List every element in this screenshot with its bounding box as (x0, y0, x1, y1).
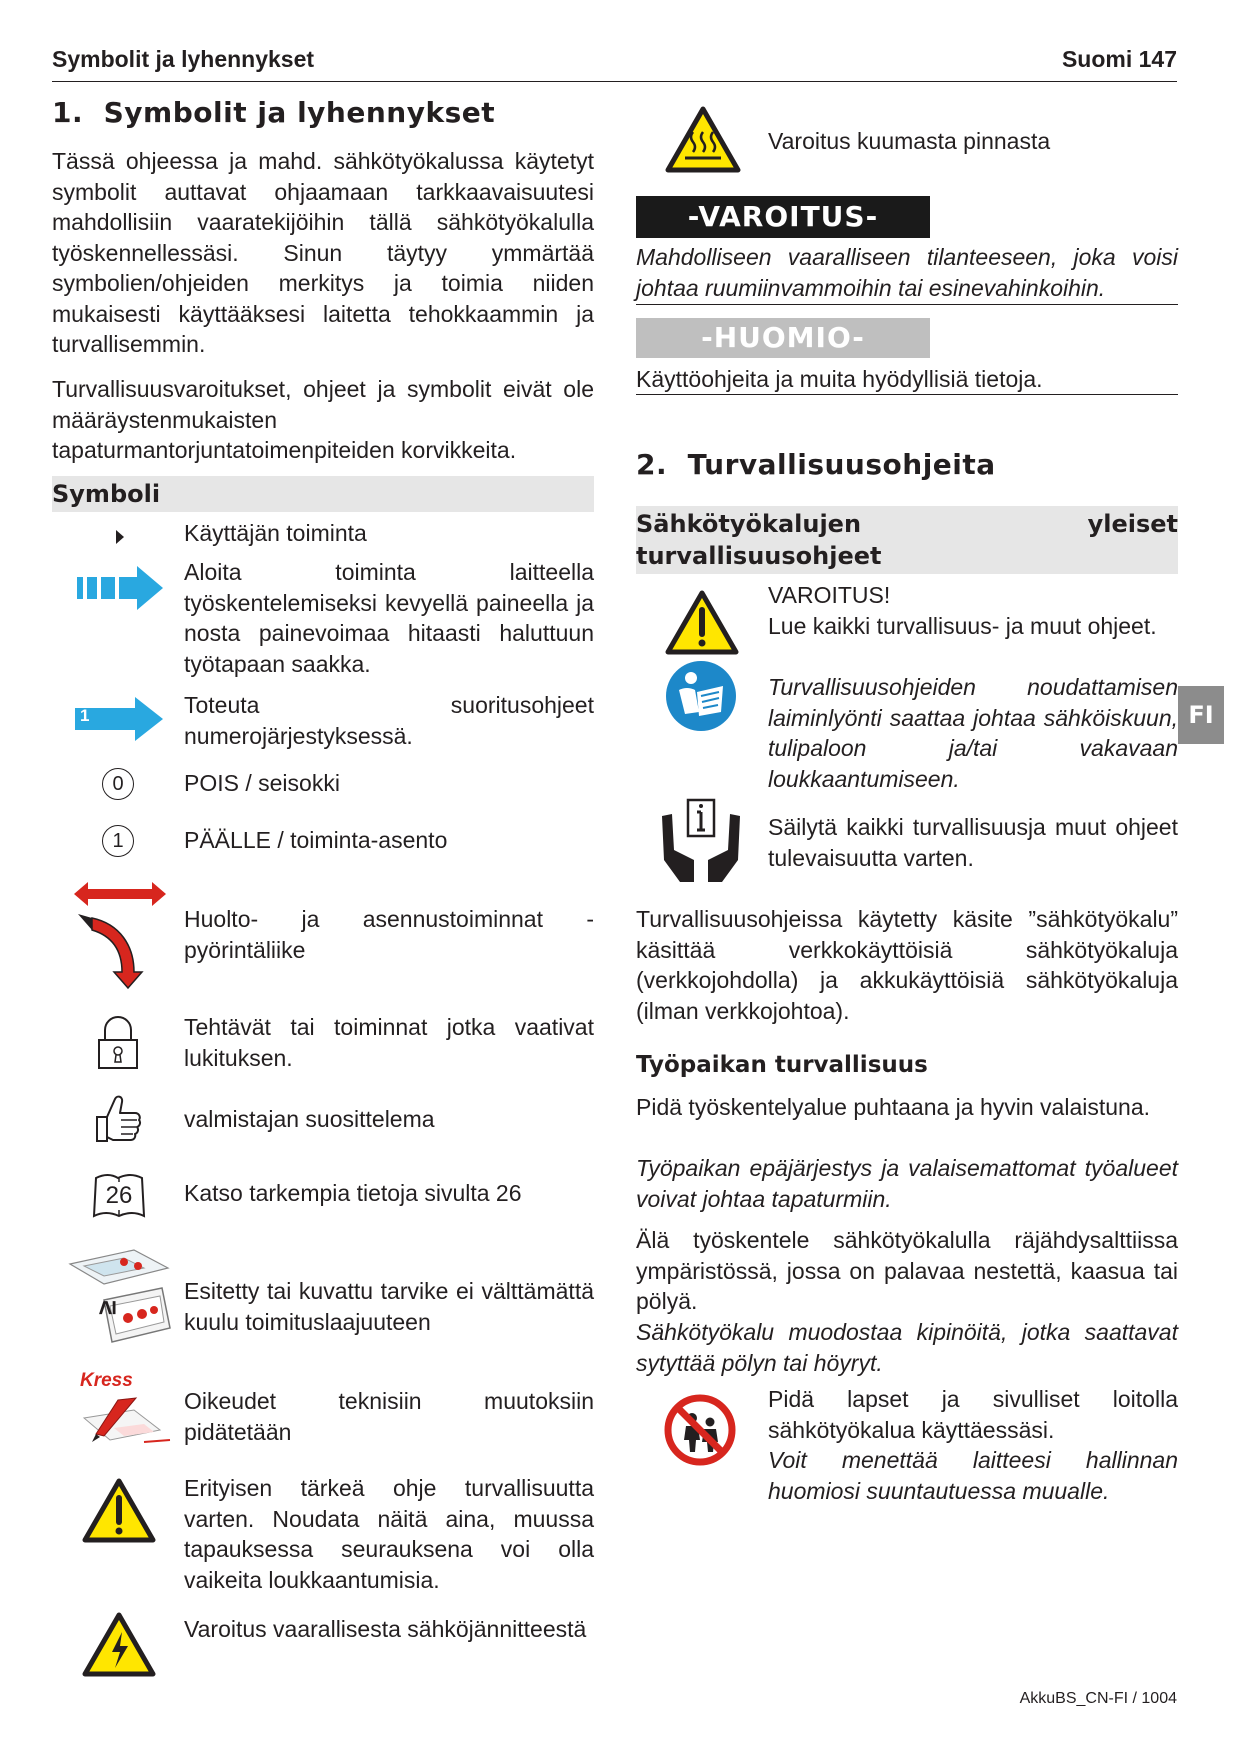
book-page-icon (90, 1170, 148, 1222)
general-safety-heading: Sähkötyökalujen yleiset turvallisuusohjeet (636, 510, 1178, 570)
section1-number: 1. (52, 96, 84, 129)
workplace-rule-2: Älä työskentele sähkötyökalulla räjähdysalttiissa ympäristössä, jossa on palavaa nestettä, kaasua tai pölyä. (636, 1227, 1178, 1314)
symbols-heading: Symboli (52, 480, 161, 508)
section2-number: 2. (636, 448, 668, 481)
general-safety-bar (636, 506, 1178, 574)
kress-logo-pen-icon (74, 1370, 174, 1454)
on-circle-label: 1 (112, 829, 124, 852)
note-signal-text: Käyttöohjeita ja muita hyödyllisiä tietoja. (636, 366, 1043, 392)
workplace-rule-3-explanation: Voit menettää laitteesi hallinnan huomiosi suuntautuessa muualle. (768, 1447, 1178, 1504)
keep-instructions-text: Säilytä kaikki turvallisuusja muut ohjeet tulevaisuutta varten. (768, 814, 1178, 871)
section2-title: Turvallisuusohjeita (687, 448, 996, 481)
kress-logo-text: Kress (80, 1370, 133, 1391)
section1-title: Symbolit ja lyhennykset (103, 96, 496, 129)
symbol-text-numbered-steps: Toteuta suoritusohjeet numerojärjestyksessä. (184, 692, 594, 749)
page-footer: AkkuBS_CN-FI / 1004 (1019, 1690, 1177, 1707)
warning-divider (636, 304, 1178, 305)
warning-signal-label: -VAROITUS- (636, 196, 930, 238)
thumbs-up-icon (92, 1092, 144, 1148)
symbol-text-on: PÄÄLLE / toiminta-asento (184, 827, 448, 853)
section1-heading (52, 96, 495, 129)
workplace-rule-1-explanation: Työpaikan epäjärjestys ja valaisemattomat työalueet voivat johtaa tapaturmiin. (636, 1155, 1178, 1212)
symbol-text-rotation: Huolto- ja asennustoiminnat - pyörintäliike (184, 906, 594, 963)
hot-surface-text: Varoitus kuumasta pinnasta (768, 128, 1051, 154)
keep-instructions-icon (660, 798, 742, 884)
warn-title: VAROITUS! (768, 582, 891, 608)
read-manual-icon (665, 660, 737, 732)
section1-intro: Tässä ohjeessa ja mahd. sähkötyökalussa käytetyt symbolit auttavat ohjaamaan tarkkaavaisuutesi mahdollisiin vaaratekijöihin tällä sähkötyökalulla työskennellessäsi. Sinun täytyy ymmärtää symbolien/ohjeiden merkitys ja toimia niiden mukaisesti käyttääksesi laitetta tehokkaammin ja turvallisemmin. (52, 148, 594, 357)
accessory-case-icon (64, 1242, 176, 1352)
triangle-bullet-icon (100, 522, 140, 552)
power-tool-definition: Turvallisuusohjeissa käytetty käsite ”sähkötyökalu” käsittää verkkokäyttöisiä sähkötyökaluja (verkkojohdolla) ja akkukäyttöisiä sähkötyökaluja (ilman verkkojohtoa). (636, 906, 1178, 1024)
note-divider (636, 394, 1178, 395)
workplace-rule-3: Pidä lapset ja sivulliset loitolla sähkötyökalua käyttäessäsi. (768, 1386, 1178, 1443)
symbol-text-off: POIS / seisokki (184, 770, 340, 796)
workplace-rule-2-explanation: Sähkötyökalu muodostaa kipinöitä, jotka saattavat sytyttää pölyn tai höyryt. (636, 1319, 1178, 1376)
warn-text: Lue kaikki turvallisuus- ja muut ohjeet. (768, 613, 1157, 639)
symbol-text-locking: Tehtävät tai toiminnat jotka vaativat lukituksen. (184, 1014, 594, 1071)
language-tab: FI (1178, 686, 1224, 744)
numbered-arrow-label: 1 (80, 706, 90, 725)
hot-surface-icon (665, 106, 741, 174)
symbol-text-important: Erityisen tärkeä ohje turvallisuutta varten. Noudata näitä aina, muussa tapauksessa seurauksena voi olla vaikeita loukkaantumisia. (184, 1475, 594, 1593)
symbol-text-recommended: valmistajan suosittelema (184, 1106, 435, 1132)
symbol-text-see-page: Katso tarkempia tietoja sivulta 26 (184, 1180, 522, 1206)
workplace-safety-heading: Työpaikan turvallisuus (636, 1052, 928, 1078)
section1-disclaimer: Turvallisuusvaroitukset, ohjeet ja symbolit eivät ole määräystenmukaisten tapaturmantorjuntatoimenpiteiden korvikkeita. (52, 376, 594, 463)
symbol-text-voltage: Varoitus vaarallisesta sähköjännitteestä (184, 1616, 587, 1642)
rotation-arrows-icon (72, 880, 168, 990)
symbol-text-accessory: Esitetty tai kuvattu tarvike ei välttämättä kuulu toimituslaajuuteen (184, 1278, 594, 1335)
note-signal-label: -HUOMIO- (636, 318, 930, 358)
book-page-number: 26 (105, 1182, 133, 1209)
header-section-title: Symbolit ja lyhennykset (52, 46, 315, 72)
section2-heading (636, 448, 996, 481)
workplace-rule-1: Pidä työskentelyalue puhtaana ja hyvin valaistuna. (636, 1094, 1151, 1120)
warning-signal-text: Mahdolliseen vaaralliseen tilanteeseen, joka voisi johtaa ruumiinvammoihin tai esinevahinkoihin. (636, 244, 1178, 301)
symbol-text-user-action: Käyttäjän toiminta (184, 520, 367, 546)
symbols-heading-bar (52, 476, 594, 512)
padlock-icon (96, 1012, 140, 1072)
on-circle-icon (102, 825, 134, 857)
symbol-text-gentle-start: Aloita toiminta laitteella työskentelemiseksi kevyellä paineella ja nosta painevoimaa hitaasti haluttuun työtapaan saakka. (184, 559, 594, 677)
header-page-number: Suomi 147 (1061, 46, 1177, 72)
off-circle-icon (102, 768, 134, 800)
symbol-text-technical-changes: Oikeudet teknisiin muutoksiin pidätetään (184, 1388, 594, 1445)
off-circle-label: 0 (112, 772, 124, 795)
page-header (52, 46, 1177, 82)
high-voltage-icon (82, 1612, 156, 1678)
accessory-case-symbol: ≥ (91, 1300, 122, 1315)
warn-italic: Turvallisuusohjeiden noudattamisen laiminlyönti saattaa johtaa sähköiskuun, tulipaloon ja/tai vakavaan loukkaantumiseen. (768, 674, 1178, 792)
no-children-icon (664, 1394, 736, 1466)
numbered-arrow-icon (72, 694, 166, 744)
blue-block-arrow-icon (74, 562, 166, 614)
general-warning-icon (665, 590, 739, 656)
warning-triangle-icon (82, 1478, 156, 1544)
